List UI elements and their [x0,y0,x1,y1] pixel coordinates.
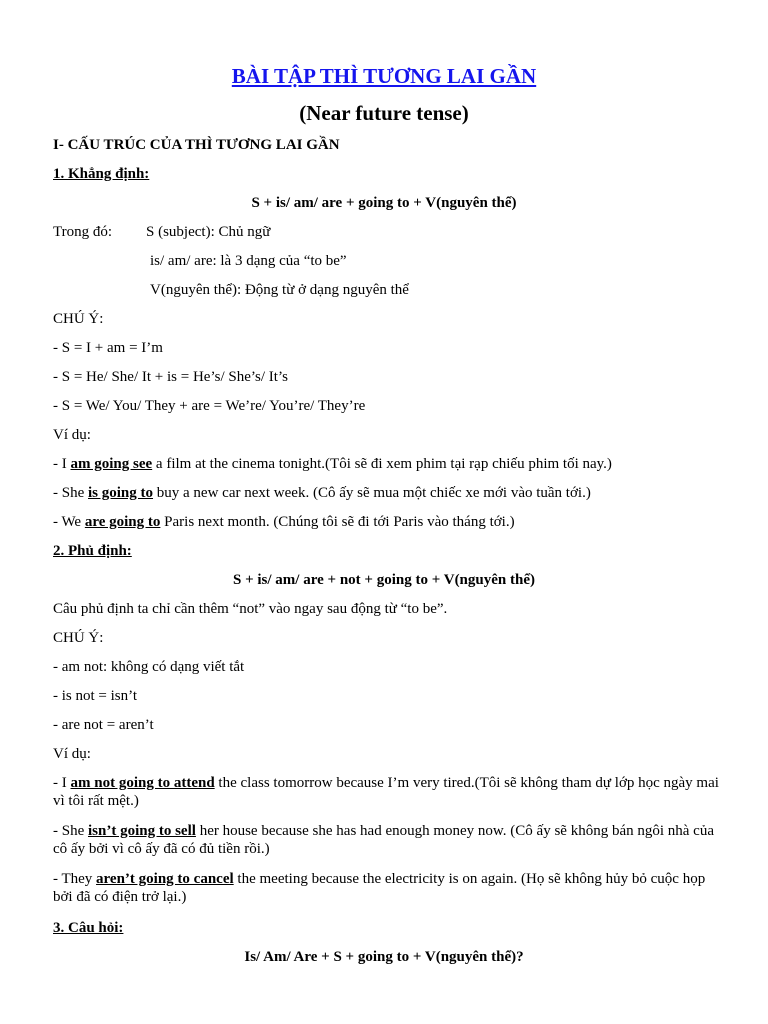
note-line: - am not: không có dạng viết tắt [53,659,245,675]
note-line: - is not = isn’t [53,688,138,704]
example-line: - She is going to buy a new car next week. (Cô ấy sẽ mua một chiếc xe mới vào tuần tới.) [53,485,591,501]
negative-formula: S + is/ am/ are + not + going to + V(nguyên thể) [233,572,535,588]
note-line: - S = I + am = I’m [53,340,163,356]
section-heading: I- CẤU TRÚC CỦA THÌ TƯƠNG LAI GẦN [53,137,340,153]
example-verb: am not going to attend [70,775,215,791]
where-item: S (subject): Chủ ngữ [146,224,271,240]
note-line: - S = He/ She/ It + is = He’s/ She’s/ It’s [53,369,288,385]
where-item: is/ am/ are: là 3 dạng của “to be” [150,253,347,269]
example-label: Ví dụ: [53,746,91,762]
question-formula: Is/ Am/ Are + S + going to + V(nguyên thể)? [244,949,524,965]
affirmative-formula: S + is/ am/ are + going to + V(nguyên thể) [251,195,517,211]
affirmative-heading: 1. Khẳng định: [53,166,150,182]
example-verb: are going to [84,514,161,530]
example-verb: is going to [88,485,154,501]
example-label: Ví dụ: [53,427,91,443]
note-label: CHÚ Ý: [53,311,104,327]
example-verb: am going see [70,456,153,472]
page-subtitle: (Near future tense) [299,101,469,125]
note-label: CHÚ Ý: [53,630,104,646]
question-heading: 3. Câu hỏi: [53,920,124,936]
where-item: V(nguyên thể): Động từ ở dạng nguyên thể [150,282,409,298]
where-label: Trong đó: [53,224,113,240]
example-line: - I am going see a film at the cinema tonight.(Tôi sẽ đi xem phim tại rạp chiếu phim tối nay.) [53,456,612,472]
note-line: - are not = aren’t [53,717,154,733]
negative-description: Câu phủ định ta chỉ cần thêm “not” vào ngay sau động từ “to be”. [53,601,448,617]
example-verb: aren’t going to cancel [96,871,234,887]
example-line: - She isn’t going to sell her house because she has had enough money now. (Cô ấy sẽ không bán ngôi nhà của cô ấy bởi vì cô ấy đã có đủ tiền rồi.) [53,823,714,857]
note-line: - S = We/ You/ They + are = We’re/ You’re/ They’re [53,398,366,414]
example-verb: isn’t going to sell [88,823,196,839]
example-line: - We are going to Paris next month. (Chúng tôi sẽ đi tới Paris vào tháng tới.) [53,514,515,530]
example-line: - They aren’t going to cancel the meeting because the electricity is on again. (Họ sẽ không hủy bỏ cuộc họp bởi đã có điện trở lại.) [53,871,706,905]
negative-heading: 2. Phủ định: [53,543,132,559]
page-title: BÀI TẬP THÌ TƯƠNG LAI GẦN [231,64,537,88]
example-line: - I am not going to attend the class tomorrow because I’m very tired.(Tôi sẽ không tham dự lớp học ngày mai vì tôi rất mệt.) [53,775,719,809]
